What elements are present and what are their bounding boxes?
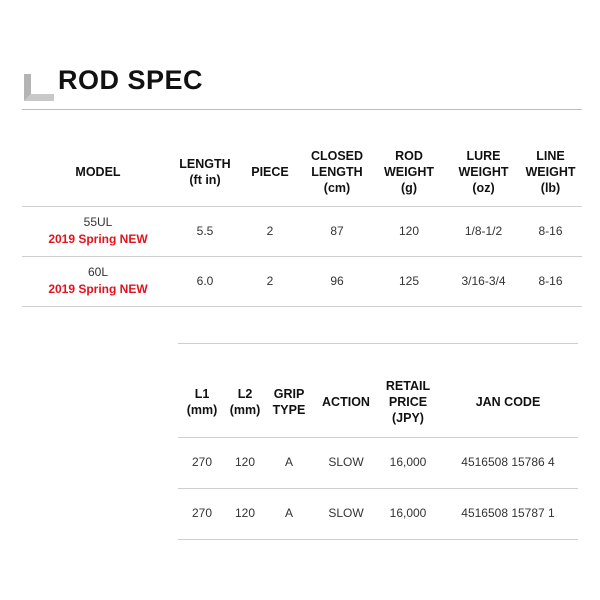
cell-closed-length: 96 [304,256,370,306]
table-row [22,256,582,306]
cell-grip-type: A [264,488,314,539]
cell-l2: 120 [226,437,264,488]
cell-rod-weight: 120 [370,206,448,256]
title-divider [22,109,582,110]
cell-grip-type: A [264,437,314,488]
model-name: 55UL [83,215,113,229]
cell-l2: 120 [226,488,264,539]
cell-length: 5.5 [174,206,236,256]
model-name: 60L [87,265,109,279]
corner-arrow-icon [22,68,56,108]
cell-lure-weight: 3/16-3/4 [448,256,519,306]
header-rod-weight: ROD WEIGHT (g) [384,148,434,195]
header-jan-code: JAN CODE [475,395,541,410]
header-closed-length: CLOSED LENGTH (cm) [310,148,364,195]
header-retail-price: RETAIL PRICE (JPY) [385,379,431,426]
cell-lure-weight: 1/8-1/2 [448,206,519,256]
page-title: ROD SPEC [58,65,204,95]
cell-action: SLOW [314,437,378,488]
cell-retail-price: 16,000 [378,488,438,539]
header-grip-type: GRIP TYPE [272,387,306,418]
section-header [22,62,582,110]
header-length: LENGTH (ft in) [179,156,231,187]
detail-header-row [178,368,578,437]
cell-line-weight: 8-16 [519,256,582,306]
header-model: MODEL [75,164,121,179]
spec-header-row [22,138,582,206]
cell-rod-weight: 125 [370,256,448,306]
cell-closed-length: 87 [304,206,370,256]
header-action: ACTION [322,395,370,410]
header-l1: L1 (mm) [186,387,218,418]
cell-model [22,256,174,306]
cell-jan-code: 4516508 15786 4 [438,437,578,488]
cell-retail-price: 16,000 [378,437,438,488]
rod-spec-table [22,138,582,307]
table-row [178,437,578,488]
cell-piece: 2 [236,256,304,306]
cell-model [22,206,174,256]
header-l2: L2 (mm) [229,387,261,418]
header-piece: PIECE [251,164,289,179]
new-badge: 2019 Spring NEW [48,282,148,296]
table-row [22,206,582,256]
cell-line-weight: 8-16 [519,206,582,256]
cell-l1: 270 [178,437,226,488]
rod-detail-table [178,368,578,540]
new-badge: 2019 Spring NEW [48,232,148,246]
cell-l1: 270 [178,488,226,539]
cell-length: 6.0 [174,256,236,306]
header-lure-weight: LURE WEIGHT (oz) [458,148,509,195]
cell-action: SLOW [314,488,378,539]
table-row [178,488,578,539]
detail-divider [178,343,578,344]
cell-jan-code: 4516508 15787 1 [438,488,578,539]
cell-piece: 2 [236,206,304,256]
header-line-weight: LINE WEIGHT (lb) [525,148,576,195]
